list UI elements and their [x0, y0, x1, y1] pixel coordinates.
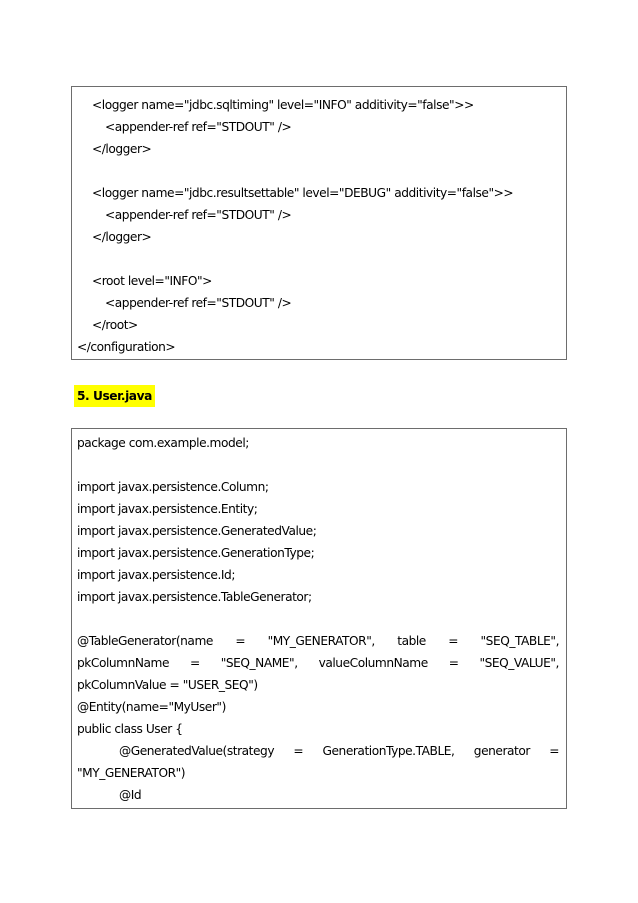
code-line-import: import javax.persistence.Id; — [77, 568, 235, 582]
code-token: "SEQ_NAME", — [220, 656, 298, 670]
code-line: <logger name="jdbc.sqltiming" level="INFO" additivity="false">> — [92, 98, 474, 112]
code-token: generator — [473, 744, 530, 758]
code-token: = — [448, 634, 459, 648]
code-line-import: import javax.persistence.TableGenerator; — [77, 590, 312, 604]
code-line: </logger> — [92, 142, 152, 156]
code-line: </root> — [92, 318, 138, 332]
code-token: = — [293, 744, 304, 758]
code-line: <appender-ref ref="STDOUT" /> — [105, 120, 292, 134]
code-line: </logger> — [92, 230, 152, 244]
code-token: "SEQ_TABLE", — [480, 634, 559, 648]
code-token: = — [235, 634, 246, 648]
code-line-import: import javax.persistence.GenerationType; — [77, 546, 315, 560]
code-token: @TableGenerator(name — [77, 634, 213, 648]
code-token: pkColumnName — [77, 656, 170, 670]
code-line: <appender-ref ref="STDOUT" /> — [105, 296, 292, 310]
code-line-package: package com.example.model; — [77, 436, 249, 450]
code-token: = — [448, 656, 459, 670]
code-line-import: import javax.persistence.Column; — [77, 480, 269, 494]
code-line-generated-value-2: "MY_GENERATOR") — [77, 766, 186, 780]
xml-config-code-block — [71, 86, 567, 360]
code-token: table — [397, 634, 426, 648]
code-line-table-generator-1 — [77, 630, 559, 652]
code-line: </configuration> — [77, 340, 176, 354]
code-line-entity: @Entity(name="MyUser") — [77, 700, 226, 714]
code-line-table-generator-2 — [77, 652, 559, 674]
code-line-id: @Id — [119, 788, 142, 802]
code-line: <logger name="jdbc.resultsettable" level="DEBUG" additivity="false">> — [92, 186, 514, 200]
code-line: <appender-ref ref="STDOUT" /> — [105, 208, 292, 222]
code-line-import: import javax.persistence.Entity; — [77, 502, 258, 516]
code-token: @GeneratedValue(strategy — [119, 744, 275, 758]
section-heading: 5. User.java — [74, 385, 155, 407]
code-line: <root level="INFO"> — [92, 274, 212, 288]
java-code-block — [71, 428, 567, 809]
code-line-import: import javax.persistence.GeneratedValue; — [77, 524, 317, 538]
code-line-class-decl: public class User { — [77, 722, 183, 736]
code-line-generated-value-1 — [119, 740, 559, 762]
code-token: = — [549, 744, 559, 758]
code-token: valueColumnName — [318, 656, 428, 670]
code-token: "MY_GENERATOR", — [267, 634, 375, 648]
code-token: "SEQ_VALUE", — [479, 656, 559, 670]
code-token: = — [189, 656, 200, 670]
code-token: GenerationType.TABLE, — [322, 744, 455, 758]
code-line-table-generator-3: pkColumnValue = "USER_SEQ") — [77, 678, 258, 692]
